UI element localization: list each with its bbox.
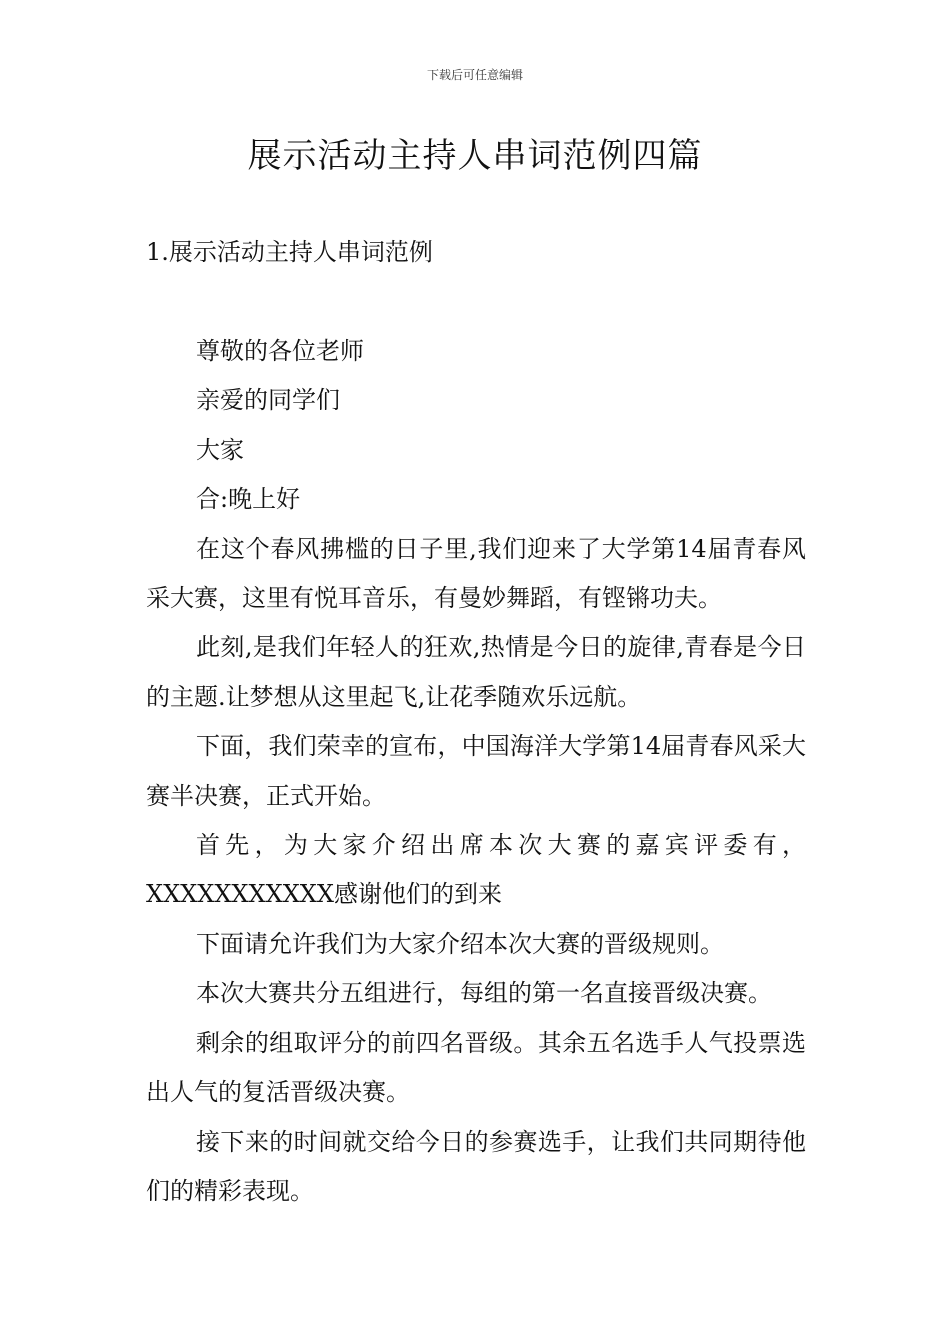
guests-names-paragraph: XXXXXXXXXXX感谢他们的到来 [146,880,502,909]
theme-paragraph: 此刻,是我们年轻人的狂欢,热情是今日的旋律,青春是今日的主题.让梦想从这里起飞,让花季随欢乐远航。 [146,633,806,711]
announcement-paragraph: 下面，我们荣幸的宣布，中国海洋大学第14届青春风采大赛半决赛，正式开始。 [146,732,806,810]
page-header-note: 下载后可任意编辑 [426,68,523,82]
rules-groups-paragraph: 本次大赛共分五组进行，每组的第一名直接晋级决赛。 [196,979,772,1008]
rules-intro-paragraph: 下面请允许我们为大家介绍本次大赛的晋级规则。 [196,929,724,958]
document-title: 展示活动主持人串词范例四篇 [247,136,703,176]
greeting-teachers: 尊敬的各位老师 [196,337,364,365]
closing-paragraph: 接下来的时间就交给今日的参赛选手，让我们共同期待他们的精彩表现。 [146,1127,806,1205]
document-body [146,327,806,1216]
opening-paragraph: 在这个春风拂槛的日子里,我们迎来了大学第14届青春风采大赛，这里有悦耳音乐，有曼妙舞蹈，有铿锵功夫。 [146,534,806,613]
section-heading: 1.展示活动主持人串词范例 [146,238,433,266]
greeting-students: 亲爱的同学们 [196,386,340,415]
greeting-together: 合:晚上好 [196,485,301,514]
rules-remaining-paragraph: 剩余的组取评分的前四名晋级。其余五名选手人气投票选出人气的复活晋级决赛。 [146,1028,806,1107]
greeting-everyone: 大家 [196,435,244,464]
guests-intro-paragraph: 首先，为大家介绍出席本次大赛的嘉宾评委有， [196,831,806,860]
